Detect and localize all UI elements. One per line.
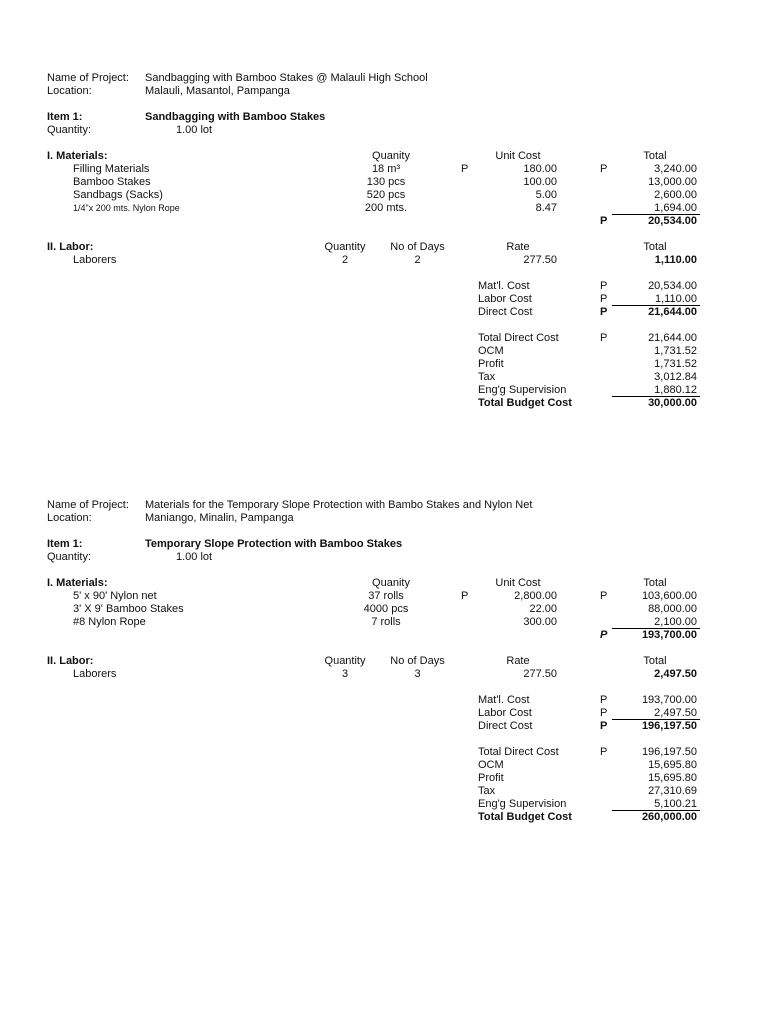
- project-name: Sandbagging with Bamboo Stakes @ Malauli High School: [145, 72, 428, 84]
- item-title: Sandbagging with Bamboo Stakes: [145, 111, 326, 123]
- material-desc: #8 Nylon Rope: [73, 616, 146, 628]
- peso-sign: P: [461, 590, 469, 602]
- summary-value: 196,197.50: [641, 746, 697, 758]
- summary-value: 3,012.84: [654, 371, 697, 383]
- peso-sign: P: [600, 629, 608, 641]
- peso-sign: P: [600, 215, 608, 227]
- summary-value: 15,695.80: [648, 772, 697, 784]
- material-qty: 18 m³: [371, 163, 401, 175]
- labor-rate: 277.50: [523, 668, 557, 680]
- material-desc: 1/4"x 200 mts. Nylon Rope: [73, 203, 180, 213]
- summary-label: Profit: [478, 772, 504, 784]
- item-title: Temporary Slope Protection with Bamboo Stakes: [145, 538, 403, 550]
- material-unit-cost: 22.00: [529, 603, 557, 615]
- project-name: Materials for the Temporary Slope Protection with Bambo Stakes and Nylon Net: [145, 499, 533, 511]
- summary-label: Total Direct Cost: [478, 746, 559, 758]
- materials-subtotal: 193,700.00: [641, 629, 697, 641]
- labor-heading: II. Labor:: [47, 241, 94, 253]
- project-name-label: Name of Project:: [47, 499, 129, 511]
- summary-value: 15,695.80: [648, 759, 697, 771]
- location: Malauli, Masantol, Pampanga: [145, 85, 290, 97]
- col-quantity: Quantity: [324, 655, 366, 667]
- summary-label: Direct Cost: [478, 306, 533, 318]
- summary-label: Mat'l. Cost: [478, 694, 530, 706]
- summary-label: Mat'l. Cost: [478, 280, 530, 292]
- summary-label: Labor Cost: [478, 707, 532, 719]
- total-budget-value: 30,000.00: [648, 397, 697, 409]
- col-days: No of Days: [390, 241, 445, 253]
- peso-sign: P: [600, 590, 608, 602]
- peso-sign: P: [600, 746, 608, 758]
- peso-sign: P: [600, 163, 608, 175]
- summary-value: 193,700.00: [641, 694, 697, 706]
- labor-rate: 277.50: [523, 254, 557, 266]
- col-quantity: Quanity: [372, 150, 410, 162]
- col-unit-cost: Unit Cost: [495, 577, 541, 589]
- labor-days: 2: [414, 254, 421, 266]
- col-rate: Rate: [506, 655, 530, 667]
- quantity-value: 1.00 lot: [176, 124, 213, 136]
- summary-label: OCM: [478, 759, 504, 771]
- materials-heading: I. Materials:: [47, 577, 108, 589]
- summary-label: Total Budget Cost: [478, 811, 572, 823]
- material-qty: 37 rolls: [368, 590, 404, 602]
- peso-sign: P: [600, 332, 608, 344]
- peso-sign: P: [600, 280, 608, 292]
- labor-total: 2,497.50: [654, 668, 697, 680]
- material-qty: 200 mts.: [364, 202, 408, 214]
- location-label: Location:: [47, 85, 92, 97]
- material-total: 2,100.00: [654, 616, 697, 628]
- material-unit-cost: 100.00: [523, 176, 557, 188]
- total-budget-value: 260,000.00: [641, 811, 697, 823]
- material-desc: 5' x 90' Nylon net: [73, 590, 157, 602]
- material-total: 2,600.00: [654, 189, 697, 201]
- col-total: Total: [643, 150, 667, 162]
- material-total: 88,000.00: [648, 603, 697, 615]
- summary-value: 1,880.12: [654, 384, 697, 396]
- summary-value: 20,534.00: [648, 280, 697, 292]
- material-desc: 3' X 9' Bamboo Stakes: [73, 603, 184, 615]
- col-quantity: Quantity: [324, 241, 366, 253]
- summary-label: Tax: [478, 371, 496, 383]
- summary-label: Labor Cost: [478, 293, 532, 305]
- col-total: Total: [643, 241, 667, 253]
- summary-value: 1,731.52: [654, 358, 697, 370]
- material-unit-cost: 2,800.00: [514, 590, 557, 602]
- summary-value: 21,644.00: [648, 306, 697, 318]
- summary-label: Total Direct Cost: [478, 332, 559, 344]
- materials-heading: I. Materials:: [47, 150, 108, 162]
- quantity-label: Quantity:: [47, 124, 92, 136]
- labor-heading: II. Labor:: [47, 655, 94, 667]
- project-name-label: Name of Project:: [47, 72, 129, 84]
- labor-qty: 2: [341, 254, 349, 266]
- peso-sign: P: [600, 707, 608, 719]
- peso-sign: P: [600, 694, 608, 706]
- material-unit-cost: 180.00: [523, 163, 557, 175]
- summary-label: Total Budget Cost: [478, 397, 572, 409]
- col-unit-cost: Unit Cost: [495, 150, 541, 162]
- material-desc: Sandbags (Sacks): [73, 189, 163, 201]
- col-total: Total: [643, 655, 667, 667]
- item-label: Item 1:: [47, 111, 83, 123]
- labor-desc: Laborers: [73, 254, 117, 266]
- labor-desc: Laborers: [73, 668, 117, 680]
- material-unit-cost: 8.47: [535, 202, 557, 214]
- peso-sign: P: [600, 306, 608, 318]
- peso-sign: P: [600, 293, 608, 305]
- summary-value: 5,100.21: [654, 798, 697, 810]
- quantity-value: 1.00 lot: [176, 551, 213, 563]
- summary-label: OCM: [478, 345, 504, 357]
- col-rate: Rate: [506, 241, 530, 253]
- summary-label: Direct Cost: [478, 720, 533, 732]
- summary-label: Profit: [478, 358, 504, 370]
- material-qty: 4000 pcs: [363, 603, 409, 615]
- material-total: 1,694.00: [654, 202, 697, 214]
- summary-value: 1,731.52: [654, 345, 697, 357]
- material-qty: 520 pcs: [366, 189, 406, 201]
- material-total: 13,000.00: [648, 176, 697, 188]
- summary-value: 1,110.00: [654, 293, 697, 305]
- location-label: Location:: [47, 512, 92, 524]
- col-total: Total: [643, 577, 667, 589]
- location: Maniango, Minalin, Pampanga: [145, 512, 294, 524]
- material-total: 3,240.00: [654, 163, 697, 175]
- material-desc: Bamboo Stakes: [73, 176, 151, 188]
- labor-days: 3: [414, 668, 421, 680]
- summary-value: 21,644.00: [648, 332, 697, 344]
- summary-value: 2,497.50: [654, 707, 697, 719]
- material-qty: 7 rolls: [371, 616, 401, 628]
- quantity-label: Quantity:: [47, 551, 92, 563]
- summary-label: Tax: [478, 785, 496, 797]
- col-days: No of Days: [390, 655, 445, 667]
- material-unit-cost: 5.00: [535, 189, 557, 201]
- summary-label: Eng'g Supervision: [478, 384, 567, 396]
- materials-subtotal: 20,534.00: [648, 215, 697, 227]
- labor-total: 1,110.00: [654, 254, 697, 266]
- material-qty: 130 pcs: [366, 176, 406, 188]
- summary-value: 196,197.50: [641, 720, 697, 732]
- item-label: Item 1:: [47, 538, 83, 550]
- material-total: 103,600.00: [641, 590, 697, 602]
- summary-value: 27,310.69: [648, 785, 697, 797]
- summary-label: Eng'g Supervision: [478, 798, 567, 810]
- labor-qty: 3: [341, 668, 349, 680]
- material-desc: Filling Materials: [73, 163, 150, 175]
- material-unit-cost: 300.00: [523, 616, 557, 628]
- peso-sign: P: [600, 720, 608, 732]
- col-quantity: Quanity: [372, 577, 410, 589]
- peso-sign: P: [461, 163, 469, 175]
